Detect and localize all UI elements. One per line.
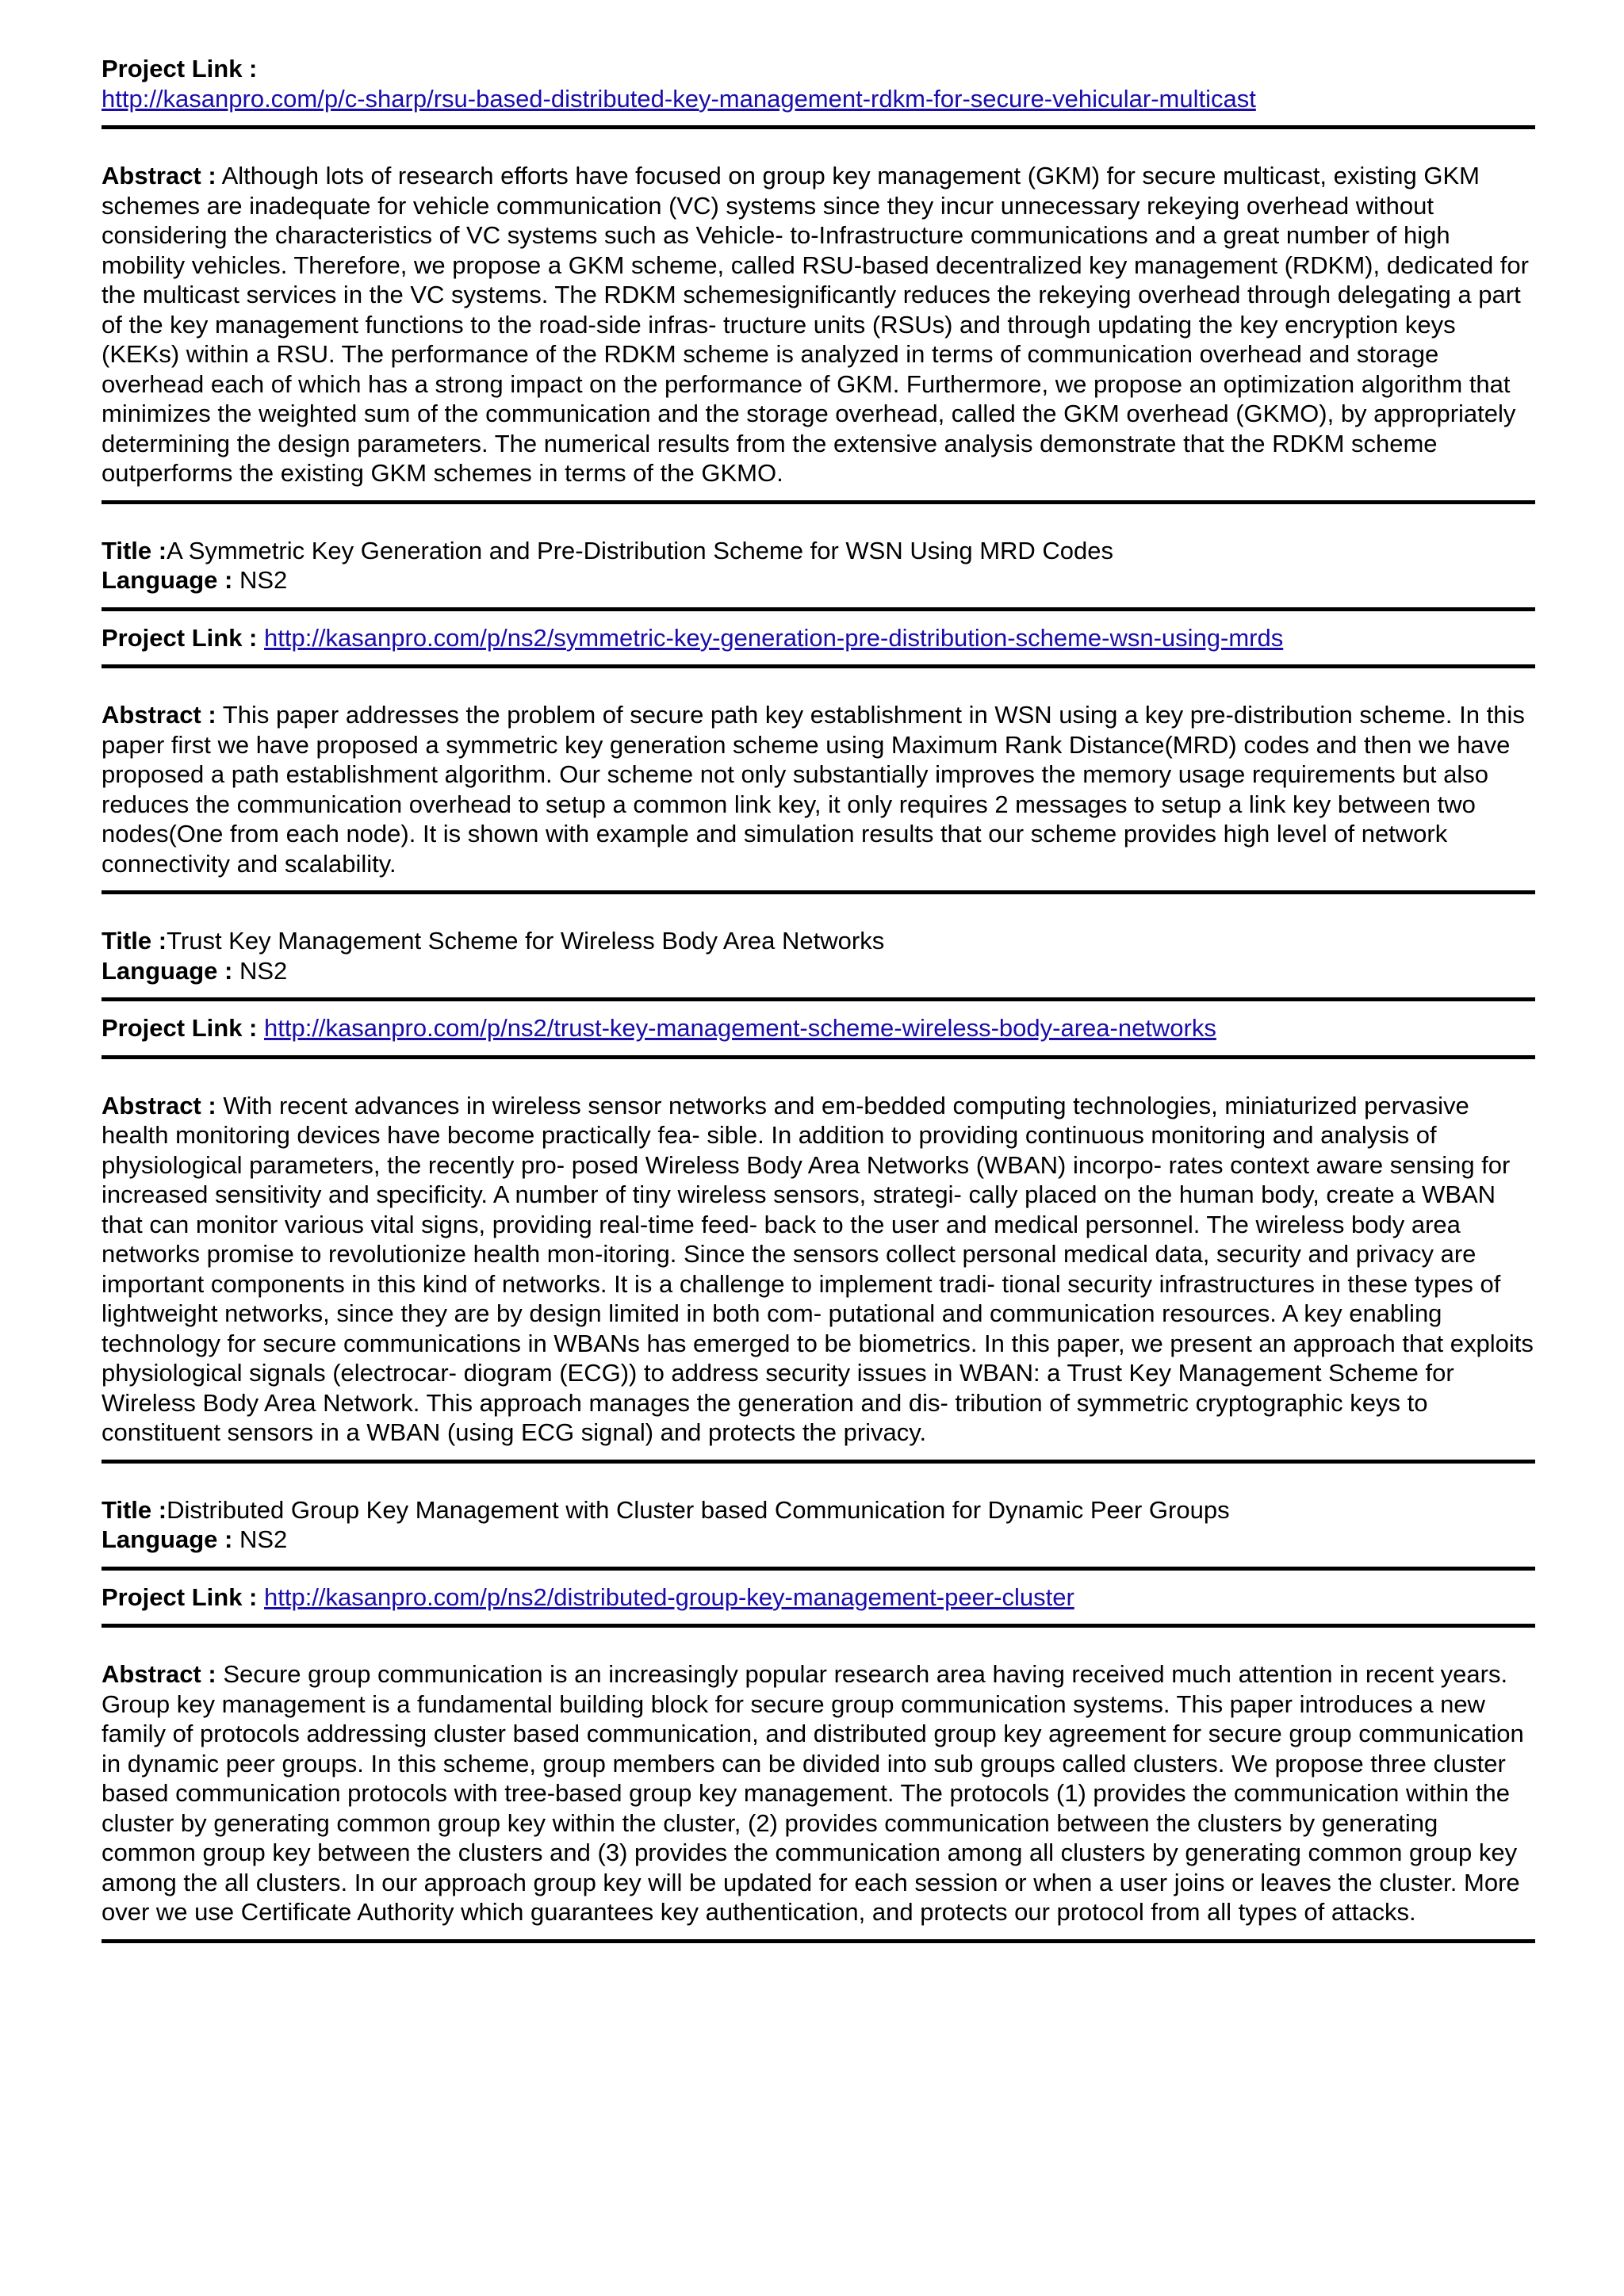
project-language: NS2 [239,1525,288,1553]
project-link[interactable]: http://kasanpro.com/p/ns2/distributed-group-key-management-peer-cluster [264,1582,1074,1611]
abstract-label: Abstract : [102,701,216,729]
divider [102,1939,1535,1943]
project-link-label: Project Link : [102,1582,258,1611]
abstract-paragraph [102,1091,1535,1448]
language-label: Language : [102,956,233,985]
document-page [102,54,1535,1943]
abstract-text: This paper addresses the problem of secure path key establishment in WSN using a key pre-distribution scheme. In this paper first we have proposed a symmetric key generation scheme using Maximum Rank Distance(MRD) codes and then we have proposed a path establishment algorithm. Our scheme not only substantially improves the memory usage requirements but also reduces the communication overhead to setup a common link key, it only requires 2 messages to setup a link key between two nodes(One from each node). It is shown with example and simulation results that our scheme provides high level of network connectivity and scalability. [102,701,1525,878]
project-title: Trust Key Management Scheme for Wireless Body Area Networks [167,927,885,955]
abstract-paragraph [102,1659,1535,1927]
project-language: NS2 [239,956,288,985]
project-link-label: Project Link : [102,55,258,82]
abstract-paragraph [102,161,1535,488]
abstract-label: Abstract : [102,1660,216,1688]
project-title: Distributed Group Key Management with Cluster based Communication for Dynamic Peer Groups [167,1495,1230,1524]
project-link-row [102,1582,1535,1613]
abstract-text: Although lots of research efforts have focused on group key management (GKM) for secure multicast, existing GKM schemes are inadequate for vehicle communication (VC) systems since they incur unnecessary rekeying overhead without considering the characteristics of VC systems such as Vehicle- to-Infrastructure communications and a great number of high mobility vehicles. Therefore, we propose a GKM scheme, called RSU-based decentralized key management (RDKM), dedicated for the multicast services in the VC systems. The RDKM schemesignificantly reduces the rekeying overhead through delegating a part of the key management functions to the road-side infras- tructure units (RSUs) and through updating the key encryption keys (KEKs) within a RSU. The performance of the RDKM scheme is analyzed in terms of communication overhead and storage overhead each of which has a strong impact on the performance of GKM. Furthermore, we propose an optimization algorithm that minimizes the weighted sum of the communication and the storage overhead, called the GKM overhead (GKMO), by appropriately determining the design parameters. The numerical results from the extensive analysis demonstrate that the RDKM scheme outperforms the existing GKM schemes in terms of the GKMO. [102,162,1529,487]
title-label: Title : [102,1495,167,1524]
abstract-text: Secure group communication is an increasingly popular research area having received much attention in recent years. Group key management is a fundamental building block for secure group communication systems. This paper introduces a new family of protocols addressing cluster based communication, and distributed group key agreement for secure group communication in dynamic peer groups. In this scheme, group members can be divided into sub groups called clusters. We propose three cluster based communication protocols with tree-based group key management. The protocols (1) provides the communication within the cluster by generating common group key within the cluster, (2) provides communication between the clusters by generating common group key between the clusters and (3) provides the communication among all clusters by generating common group key among the all clusters. In our approach group key will be updated for each session or when a user joins or leaves the cluster. More over we use Certificate Authority which guarantees key authentication, and protects our protocol from all types of attacks. [102,1660,1524,1926]
language-label: Language : [102,566,233,594]
project-language: NS2 [239,566,288,594]
project-title: A Symmetric Key Generation and Pre-Distribution Scheme for WSN Using MRD Codes [167,536,1114,564]
project-link-row [102,54,1535,113]
project-title-row [102,1495,1535,1555]
project-link[interactable]: http://kasanpro.com/p/ns2/symmetric-key-generation-pre-distribution-scheme-wsn-using-mrds [264,623,1284,652]
abstract-label: Abstract : [102,1091,216,1119]
project-link[interactable]: http://kasanpro.com/p/c-sharp/rsu-based-distributed-key-management-rdkm-for-secure-vehicular-multicast [102,84,1256,113]
title-label: Title : [102,927,167,955]
project-link-label: Project Link : [102,623,258,652]
project-link-row [102,1013,1535,1043]
project-link[interactable]: http://kasanpro.com/p/ns2/trust-key-management-scheme-wireless-body-area-networks [264,1014,1216,1042]
project-link-label: Project Link : [102,1014,258,1042]
project-title-row [102,536,1535,595]
abstract-text: With recent advances in wireless sensor networks and em-bedded computing technologies, miniaturized pervasive health monitoring devices have become practically fea- sible. In addition to providing continuous monitoring and analysis of physiological parameters, the recently pro- posed Wireless Body Area Networks (WBAN) incorpo- rates context aware sensing for increased sensitivity and specificity. A number of tiny wireless sensors, strategi- cally placed on the human body, create a WBAN that can monitor various vital signs, providing real-time feed- back to the user and medical personnel. The wireless body area networks promise to revolutionize health mon-itoring. Since the sensors collect personal medical data, security and privacy are important components in this kind of networks. It is a challenge to implement tradi- tional security infrastructures in these types of lightweight networks, since they are by design limited in both com- putational and communication resources. A key enabling technology for secure communications in WBANs has emerged to be biometrics. In this paper, we present an approach that exploits physiological signals (electrocar- diogram (ECG)) to address security issues in WBAN: a Trust Key Management Scheme for Wireless Body Area Network. This approach manages the generation and dis- tribution of symmetric cryptographic keys to constituent sensors in a WBAN (using ECG signal) and protects the privacy. [102,1091,1534,1446]
abstract-label: Abstract : [102,162,216,189]
language-label: Language : [102,1525,233,1553]
abstract-paragraph [102,700,1535,878]
project-link-row [102,623,1535,653]
title-label: Title : [102,536,167,564]
project-title-row [102,926,1535,985]
